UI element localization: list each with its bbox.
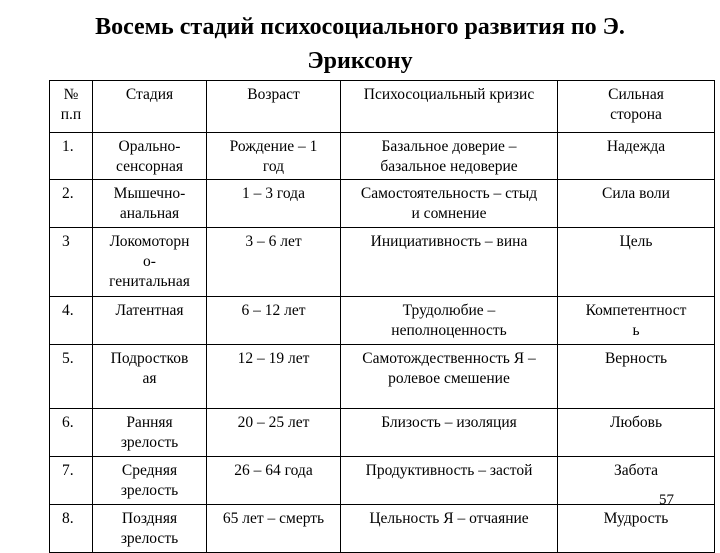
header-number: № п.п xyxy=(50,81,93,133)
cell-strength: Сила воли xyxy=(558,180,715,228)
cell-stage: Мышечно- анальная xyxy=(93,180,207,228)
cell-number: 4. xyxy=(50,297,93,345)
cell-crisis: Базальное доверие – базальное недоверие xyxy=(341,133,558,180)
cell-age: 20 – 25 лет xyxy=(207,409,341,457)
title-line-2: Эриксону xyxy=(307,48,413,74)
title-line-1: Восемь стадий психосоциального развития по Э. xyxy=(95,14,625,40)
cell-number: 1. xyxy=(50,133,93,180)
table-row xyxy=(50,228,715,297)
table-row xyxy=(50,180,715,228)
cell-age: Рождение – 1 год xyxy=(207,133,341,180)
cell-stage: Локомоторн о- генитальная xyxy=(93,228,207,297)
table-row xyxy=(50,345,715,409)
slide-title xyxy=(0,10,720,78)
cell-age: 1 – 3 года xyxy=(207,180,341,228)
cell-strength: Надежда xyxy=(558,133,715,180)
cell-stage: Орально- сенсорная xyxy=(93,133,207,180)
page-number: 57 xyxy=(659,492,674,508)
header-strength: Сильная сторона xyxy=(558,81,715,133)
cell-strength: Мудрость xyxy=(558,505,715,553)
cell-strength: Любовь xyxy=(558,409,715,457)
cell-crisis: Близость – изоляция xyxy=(341,409,558,457)
cell-age: 6 – 12 лет xyxy=(207,297,341,345)
table-header-row xyxy=(50,81,715,133)
header-crisis: Психосоциальный кризис xyxy=(341,81,558,133)
cell-strength: Цель xyxy=(558,228,715,297)
cell-strength: Верность xyxy=(558,345,715,409)
cell-number: 3 xyxy=(50,228,93,297)
cell-age: 65 лет – смерть xyxy=(207,505,341,553)
cell-number: 2. xyxy=(50,180,93,228)
cell-crisis: Самотождественность Я – ролевое смешение xyxy=(341,345,558,409)
table-row xyxy=(50,409,715,457)
table-row xyxy=(50,133,715,180)
cell-stage: Средняя зрелость xyxy=(93,457,207,505)
cell-crisis: Цельность Я – отчаяние xyxy=(341,505,558,553)
cell-crisis: Трудолюбие – неполноценность xyxy=(341,297,558,345)
cell-crisis: Продуктивность – застой xyxy=(341,457,558,505)
table-row xyxy=(50,457,715,505)
cell-number: 7. xyxy=(50,457,93,505)
table-row xyxy=(50,505,715,553)
erikson-stages-table xyxy=(49,80,715,553)
cell-stage: Поздняя зрелость xyxy=(93,505,207,553)
cell-age: 26 – 64 года xyxy=(207,457,341,505)
cell-stage: Подростков ая xyxy=(93,345,207,409)
cell-crisis: Самостоятельность – стыд и сомнение xyxy=(341,180,558,228)
cell-age: 12 – 19 лет xyxy=(207,345,341,409)
cell-stage: Ранняя зрелость xyxy=(93,409,207,457)
cell-strength: Забота xyxy=(558,457,715,505)
cell-stage: Латентная xyxy=(93,297,207,345)
cell-number: 6. xyxy=(50,409,93,457)
cell-number: 8. xyxy=(50,505,93,553)
cell-age: 3 – 6 лет xyxy=(207,228,341,297)
header-stage: Стадия xyxy=(93,81,207,133)
cell-crisis: Инициативность – вина xyxy=(341,228,558,297)
cell-strength: Компетентност ь xyxy=(558,297,715,345)
header-age: Возраст xyxy=(207,81,341,133)
cell-number: 5. xyxy=(50,345,93,409)
table-row xyxy=(50,297,715,345)
